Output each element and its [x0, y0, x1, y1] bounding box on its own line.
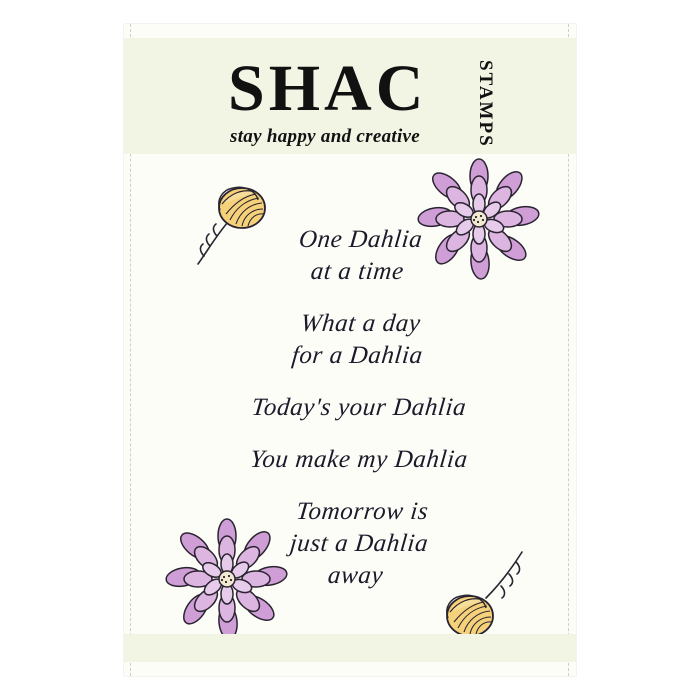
sentiment-5-line-2: just a Dahlia: [288, 530, 430, 557]
sentiment-4-line-1: You make my Dahlia: [248, 446, 470, 473]
sentiment-5-line-3: away: [326, 562, 385, 589]
brand-vertical-word: STAMPS: [475, 60, 496, 148]
sentiment-5-line-1: Tomorrow is: [295, 498, 430, 525]
brand-header-band: [124, 38, 576, 154]
sentiment-3-line-1: Today's your Dahlia: [250, 394, 468, 421]
sentiment-1-line-2: at a time: [309, 258, 406, 285]
bottom-band: [124, 634, 576, 662]
sentiment-3: [212, 392, 505, 424]
stamp-sheet: [124, 24, 576, 676]
dahlia-flower-bottom-left: [162, 514, 292, 649]
brand-wordmark: SHAC: [228, 52, 428, 125]
sentiment-2-line-1: What a day: [299, 310, 423, 337]
sentiment-1-line-1: One Dahlia: [297, 226, 424, 253]
sentiment-2-line-2: for a Dahlia: [290, 342, 425, 369]
sentiment-1: [211, 224, 508, 288]
sentiment-4: [212, 444, 505, 476]
sentiment-2: [211, 308, 508, 372]
brand-tagline: stay happy and creative: [230, 126, 421, 147]
